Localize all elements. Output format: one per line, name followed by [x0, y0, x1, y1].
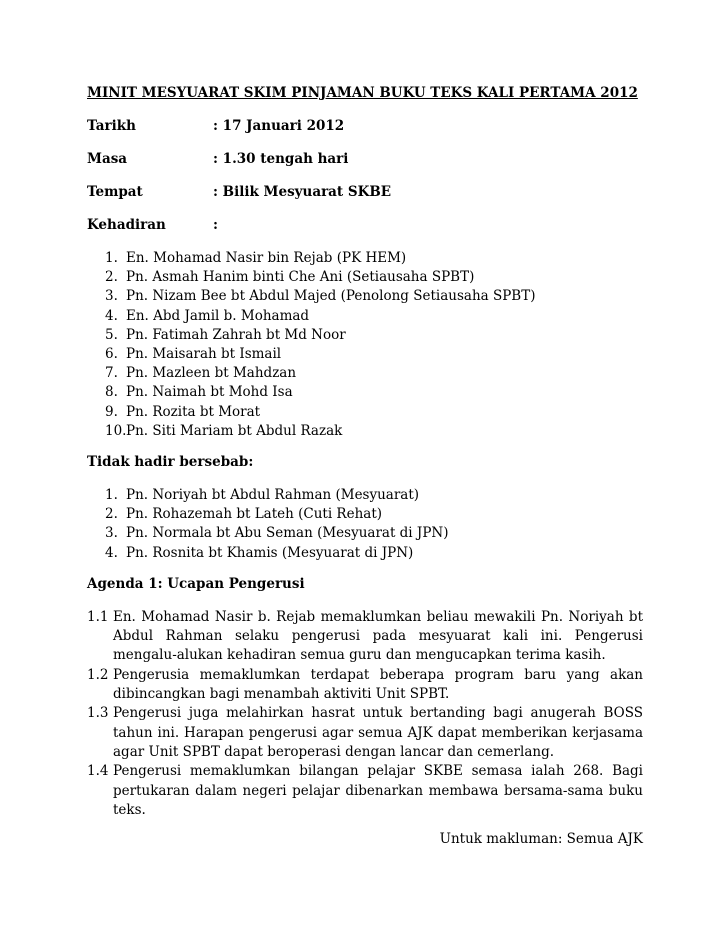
list-number: 10.: [105, 422, 127, 439]
list-item: [105, 403, 643, 422]
meta-label: Masa: [87, 151, 128, 167]
agenda-item: [87, 666, 643, 705]
list-number: 6.: [105, 346, 118, 363]
absent-name: Pn. Noriyah bt Abdul Rahman (Mesyuarat): [126, 487, 420, 504]
list-number: 2.: [105, 269, 118, 286]
attendee-name: Pn. Naimah bt Mohd Isa: [126, 384, 293, 401]
absent-name: Pn. Rosnita bt Khamis (Mesyuarat di JPN): [126, 544, 414, 561]
absent-name: Pn. Rohazemah bt Lateh (Cuti Rehat): [126, 506, 383, 523]
absent-name: Pn. Normala bt Abu Seman (Mesyuarat di JPN): [126, 525, 449, 542]
list-item: [105, 268, 643, 287]
meta-label: Tarikh: [87, 118, 136, 134]
attendee-name: Pn. Fatimah Zahrah bt Md Noor: [126, 326, 346, 343]
attendee-name: En. Abd Jamil b. Mohamad: [126, 307, 310, 324]
agenda-number: 1.1: [87, 608, 109, 625]
list-item: [105, 486, 643, 505]
list-number: 5.: [105, 326, 118, 343]
list-item: [105, 524, 643, 543]
meta-row-time: [87, 150, 643, 169]
list-item: [105, 422, 643, 441]
agenda-item: [87, 762, 643, 820]
attendee-list: [87, 249, 643, 441]
list-number: 1.: [105, 250, 118, 266]
attendee-name: Pn. Maisarah bt Ismail: [126, 346, 282, 363]
list-item: [105, 544, 643, 563]
agenda-text: Pengerusia memaklumkan terdapat beberapa program baru yang akan dibincangkan bagi menambah aktiviti Unit SPBT.: [113, 666, 643, 703]
agenda-number: 1.2: [87, 666, 109, 683]
absent-heading: Tidak hadir bersebab:: [87, 454, 254, 471]
absent-list: [87, 486, 643, 563]
list-item: [105, 307, 643, 326]
attendee-name: En. Mohamad Nasir bin Rejab (PK HEM): [126, 250, 407, 266]
list-number: 3.: [105, 525, 118, 542]
list-item: [105, 249, 643, 268]
agenda-text: Pengerusi memaklumkan bilangan pelajar SKBE semasa ialah 268. Bagi pertukaran dalam negeri pelajar dibenarkan membawa bersama-sama buku teks.: [113, 763, 643, 818]
list-number: 4.: [105, 307, 118, 324]
meta-value: :: [213, 217, 218, 233]
list-item: [105, 383, 643, 402]
document-title: MINIT MESYUARAT SKIM PINJAMAN BUKU TEKS KALI PERTAMA 2012: [87, 85, 638, 101]
meta-row-place: [87, 183, 643, 202]
list-item: [105, 326, 643, 345]
attendee-name: Pn. Nizam Bee bt Abdul Majed (Penolong Setiausaha SPBT): [126, 288, 536, 305]
agenda-item: [87, 608, 643, 666]
meta-value: : 1.30 tengah hari: [213, 151, 349, 167]
list-number: 3.: [105, 288, 118, 305]
list-number: 8.: [105, 384, 118, 401]
list-item: [105, 364, 643, 383]
meta-value: : Bilik Mesyuarat SKBE: [213, 184, 392, 200]
attendee-name: Pn. Asmah Hanim binti Che Ani (Setiausaha SPBT): [126, 269, 475, 286]
agenda-number: 1.3: [87, 705, 109, 722]
list-number: 2.: [105, 506, 118, 523]
list-number: 7.: [105, 365, 118, 382]
list-item: [105, 505, 643, 524]
attendee-name: Pn. Mazleen bt Mahdzan: [126, 365, 297, 382]
list-number: 9.: [105, 403, 118, 420]
list-item: [105, 345, 643, 364]
meta-row-date: [87, 117, 643, 136]
list-number: 1.: [105, 487, 118, 504]
list-item: [105, 287, 643, 306]
attendee-name: Pn. Siti Mariam bt Abdul Razak: [126, 422, 343, 439]
agenda-item: [87, 704, 643, 762]
meta-value: : 17 Januari 2012: [213, 118, 345, 134]
agenda-text: Pengerusi juga melahirkan hasrat untuk bertanding bagi anugerah BOSS tahun ini. Harapan pengerusi agar semua AJK dapat memberikan kerjasama agar Unit SPBT dapat beroperasi dengan lancar dan cemerlang.: [113, 705, 643, 760]
attendee-name: Pn. Rozita bt Morat: [126, 403, 261, 420]
meta-label: Kehadiran: [87, 217, 166, 233]
agenda-number: 1.4: [87, 763, 109, 780]
meta-row-attendance: [87, 216, 643, 235]
meta-label: Tempat: [87, 184, 143, 200]
agenda-text: En. Mohamad Nasir b. Rejab memaklumkan beliau mewakili Pn. Noriyah bt Abdul Rahman selaku pengerusi pada mesyuarat kali ini. Pengerusi mengalu-alukan kehadiran semua guru dan mengucapkan terima kasih.: [113, 608, 643, 664]
agenda-heading: Agenda 1: Ucapan Pengerusi: [87, 575, 305, 592]
action-note: Untuk makluman: Semua AJK: [439, 831, 643, 848]
list-number: 4.: [105, 544, 118, 561]
